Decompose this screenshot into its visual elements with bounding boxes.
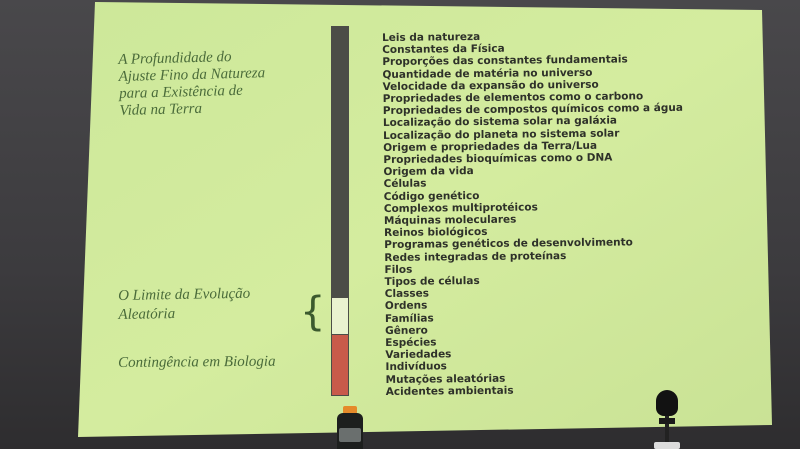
list-item: Origem e propriedades da Terra/Lua bbox=[383, 139, 598, 154]
evolution-limit-label bbox=[118, 284, 309, 325]
hierarchy-list bbox=[382, 29, 686, 398]
list-item: Famílias bbox=[384, 312, 434, 325]
list-item: Proporções das constantes fundamentais bbox=[382, 53, 628, 69]
evolution-limit-bar-segment bbox=[331, 296, 349, 334]
list-item: Propriedades de compostos químicos como a água bbox=[382, 102, 683, 118]
list-item: Propriedades bioquímicas como o DNA bbox=[383, 151, 613, 167]
title-line: Vida na Terra bbox=[119, 100, 203, 119]
list-item: Tipos de células bbox=[384, 275, 480, 289]
evolution-label-line: O Limite da Evolução bbox=[118, 285, 251, 304]
contingency-bar-segment bbox=[331, 334, 349, 396]
list-item: Quantidade de matéria no universo bbox=[382, 66, 593, 81]
list-item: Ordens bbox=[384, 300, 428, 313]
bar-divider bbox=[331, 296, 349, 298]
list-item: Redes integradas de proteínas bbox=[384, 249, 567, 264]
list-item: Mutações aleatórias bbox=[385, 372, 506, 386]
list-item: Localização do planeta no sistema solar bbox=[383, 127, 620, 142]
fine-tuning-bar-segment bbox=[331, 26, 349, 298]
title-line: Ajuste Fino da Natureza bbox=[118, 65, 266, 85]
bottle-label bbox=[339, 428, 361, 442]
list-item: Variedades bbox=[385, 348, 452, 362]
list-item: Classes bbox=[384, 287, 430, 301]
list-item: Localização do sistema solar na galáxia bbox=[382, 114, 618, 130]
list-item: Velocidade da expansão do universo bbox=[382, 78, 599, 93]
list-item: Filos bbox=[384, 263, 413, 276]
list-item: Constantes da Física bbox=[382, 42, 505, 57]
water-bottle bbox=[335, 406, 365, 449]
list-item: Código genético bbox=[383, 189, 480, 203]
list-item: Leis da natureza bbox=[382, 30, 481, 44]
evolution-label-line: Aleatória bbox=[118, 306, 176, 323]
title-line: para a Existência de bbox=[118, 82, 244, 102]
mic-head bbox=[656, 390, 678, 416]
microphone bbox=[652, 390, 682, 449]
list-item: Indivíduos bbox=[385, 360, 447, 374]
list-item: Reinos biológicos bbox=[384, 226, 488, 240]
list-item: Origem da vida bbox=[383, 165, 474, 179]
list-item: Programas genéticos de desenvolvimento bbox=[384, 236, 633, 252]
brace-symbol: { bbox=[300, 289, 326, 335]
list-item: Células bbox=[383, 177, 427, 191]
list-item: Complexos multiprotéicos bbox=[383, 201, 538, 215]
list-item: Máquinas moleculares bbox=[383, 213, 517, 228]
mic-clip bbox=[659, 418, 675, 424]
slide-title bbox=[118, 47, 330, 120]
list-item: Gênero bbox=[385, 324, 428, 337]
list-item: Espécies bbox=[385, 336, 437, 350]
title-line: A Profundidade do bbox=[118, 49, 232, 68]
list-item: Propriedades de elementos como o carbono bbox=[382, 90, 644, 106]
contingency-label: Contingência em Biologia bbox=[118, 353, 276, 371]
list-item: Acidentes ambientais bbox=[385, 384, 514, 398]
mic-base bbox=[654, 442, 680, 449]
